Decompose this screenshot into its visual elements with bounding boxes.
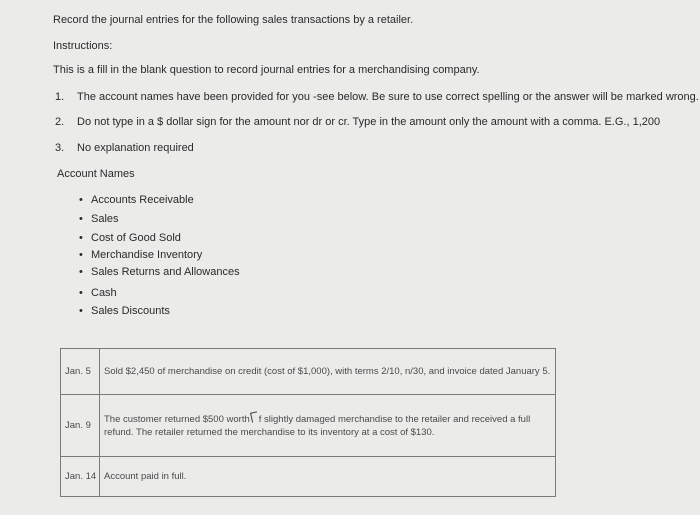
bullet-icon: • xyxy=(79,266,83,278)
transaction-description: Account paid in full. xyxy=(100,457,556,497)
account-item: Accounts Receivable xyxy=(91,194,194,206)
instruction-item: Do not type in a $ dollar sign for the amount nor dr or cr. Type in the amount only the amount with a comma. E.G., 1,200 xyxy=(77,116,661,128)
description-part: The customer returned $500 worth xyxy=(104,414,250,425)
table-row xyxy=(61,395,556,457)
table-row xyxy=(61,457,556,497)
intro-text: This is a fill in the blank question to record journal entries for a merchandising company. xyxy=(53,64,480,76)
transaction-date: Jan. 14 xyxy=(61,457,100,497)
bullet-icon: • xyxy=(79,287,83,299)
account-item: Cost of Good Sold xyxy=(91,232,181,244)
bullet-icon: • xyxy=(79,305,83,317)
transactions-table xyxy=(60,348,556,497)
question-heading: Record the journal entries for the following sales transactions by a retailer. xyxy=(53,14,414,26)
bullet-icon: • xyxy=(79,249,83,261)
account-item: Sales Returns and Allowances xyxy=(91,266,240,278)
instruction-number: 1. xyxy=(55,91,65,103)
transaction-description: Sold $2,450 of merchandise on credit (cost of $1,000), with terms 2/10, n/30, and invoice dated January 5. xyxy=(100,349,556,395)
instructions-label: Instructions: xyxy=(53,40,113,52)
bullet-icon: • xyxy=(79,213,83,225)
instruction-number: 3. xyxy=(55,142,65,154)
mouse-cursor-icon xyxy=(250,411,259,422)
transaction-description xyxy=(100,395,556,457)
instruction-number: 2. xyxy=(55,116,65,128)
account-names-label: Account Names xyxy=(57,168,135,180)
bullet-icon: • xyxy=(79,194,83,206)
transaction-date: Jan. 5 xyxy=(61,349,100,395)
account-item: Sales xyxy=(91,213,119,225)
account-item: Sales Discounts xyxy=(91,305,170,317)
instruction-item: The account names have been provided for you -see below. Be sure to use correct spelling or the answer will be marked wrong. xyxy=(77,91,699,103)
transaction-date: Jan. 9 xyxy=(61,395,100,457)
account-item: Merchandise Inventory xyxy=(91,249,203,261)
bullet-icon: • xyxy=(79,232,83,244)
description-part: f slightly damaged merchandise to the retailer and received a full refund. The retailer returned the merchandise to its inventory at a cost of $130. xyxy=(104,414,531,438)
instruction-item: No explanation required xyxy=(77,142,194,154)
account-item: Cash xyxy=(91,287,117,299)
table-row xyxy=(61,349,556,395)
